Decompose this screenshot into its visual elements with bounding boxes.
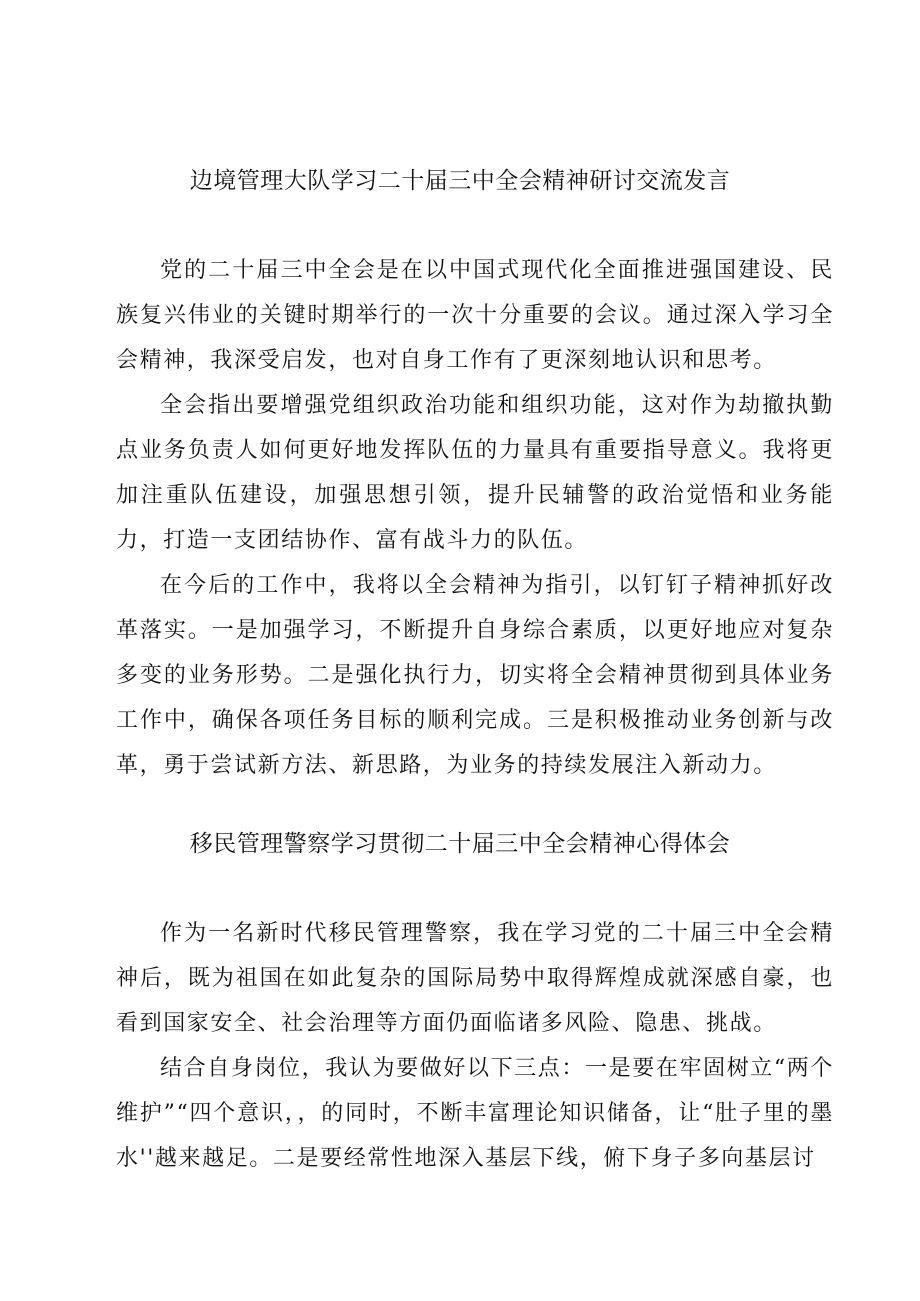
section-1-paragraph-3: 在今后的工作中，我将以全会精神为指引，以钉钉子精神抓好改革落实。一是加强学习，不断提升自身综合素质，以更好地应对复杂多变的业务形势。二是强化执行力，切实将全会精神贯彻到具体业务工作中，确保各项任务目标的顺利完成。三是积极推动业务创新与改革，勇于尝试新方法、新思路，为业务的持续发展注入新动力。 — [116, 573, 834, 778]
section-2-body — [116, 911, 834, 1181]
section-1-body — [116, 248, 834, 788]
section-2-paragraph-2: 结合自身岗位，我认为要做好以下三点：一是要在牢固树立“两个维护”“四个意识，，的同时，不断丰富理论知识储备，让“肚子里的墨水''越来越足。二是要经常性地深入基层下线，俯下身子多向基层讨 — [116, 1056, 834, 1171]
section-1-paragraph-2: 全会指出要增强党组织政治功能和组织功能，这对作为劫撤执勤点业务负责人如何更好地发挥队伍的力量具有重要指导意义。我将更加注重队伍建设，加强思想引领，提升民辅警的政治觉悟和业务能力，打造一支团结协作、富有战斗力的队伍。 — [116, 393, 834, 553]
section-2-paragraph-1: 作为一名新时代移民管理警察，我在学习党的二十届三中全会精神后，既为祖国在如此复杂的国际局势中取得辉煌成就深感自豪，也看到国家安全、社会治理等方面仍面临诸多风险、隐患、挑战。 — [116, 921, 834, 1036]
section-1-paragraph-1: 党的二十届三中全会是在以中国式现代化全面推进强国建设、民族复兴伟业的关键时期举行的一次十分重要的会议。通过深入学习全会精神，我深受启发，也对自身工作有了更深刻地认识和思考。 — [116, 258, 834, 373]
section-1-title: 边境管理大队学习二十届三中全会精神研讨交流发言 — [189, 168, 731, 194]
section-2-title: 移民管理警察学习贯彻二十届三中全会精神心得体会 — [189, 831, 731, 857]
